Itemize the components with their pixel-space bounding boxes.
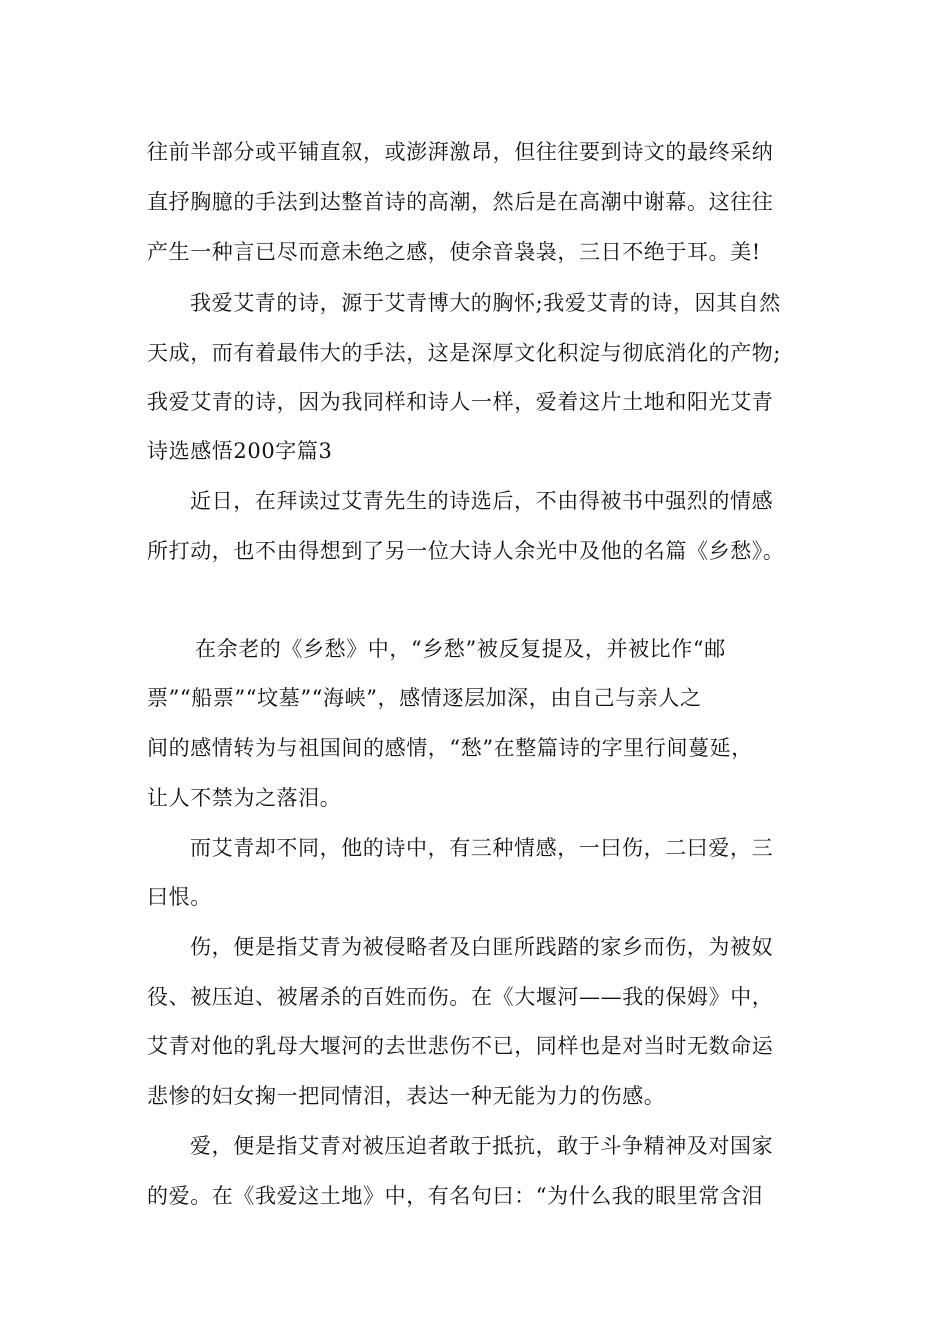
text-line: 让人不禁为之落泪。	[147, 786, 342, 810]
text-line: 我爱艾青的诗，源于艾青博大的胸怀;我爱艾青的诗，因其自然	[190, 291, 781, 315]
text-line: 爱，便是指艾青对被压迫者敢于抵抗，敢于斗争精神及对国家	[190, 1134, 774, 1158]
text-line: 产生一种言已尽而意未绝之感，使余音袅袅，三日不绝于耳。美!	[147, 240, 761, 264]
text-line: 近日，在拜读过艾青先生的诗选后，不由得被书中强烈的情感	[190, 489, 774, 513]
text-line: 艾青对他的乳母大堰河的去世悲伤不已，同样也是对当时无数命运	[147, 1034, 774, 1058]
text-line: 曰恨。	[147, 885, 212, 909]
text-line: 票”“船票”“坟墓”“海峡”，感情逐层加深，由自己与亲人之	[147, 686, 702, 710]
text-line: 伤，便是指艾青为被侵略者及白匪所践踏的家乡而伤，为被奴	[190, 935, 774, 959]
text-line: 天成，而有着最伟大的手法，这是深厚文化积淀与彻底消化的产物;	[147, 341, 782, 365]
text-line: 悲惨的妇女掬一把同情泪，表达一种无能为力的伤感。	[147, 1084, 666, 1108]
text-line: 我爱艾青的诗，因为我同样和诗人一样，爱着这片土地和阳光艾青	[147, 390, 774, 414]
text-line: 往前半部分或平铺直叙，或澎湃激昂，但往往要到诗文的最终采纳	[147, 140, 774, 164]
text-line: 在余老的《乡愁》中，“乡愁”被反复提及，并被比作“邮	[195, 637, 726, 661]
text-line: 间的感情转为与祖国间的感情，“愁”在整篇诗的字里行间蔓延，	[147, 736, 753, 760]
text-line: 而艾青却不同，他的诗中，有三种情感，一曰伤，二曰爱，三	[190, 836, 774, 860]
text-line: 的爱。在《我爱这土地》中，有名句曰：“为什么我的眼里常含泪	[147, 1184, 764, 1208]
text-line: 所打动，也不由得想到了另一位大诗人余光中及他的名篇《乡愁》。	[147, 539, 785, 563]
text-line: 役、被压迫、被屠杀的百姓而伤。在《大堰河——我的保姆》中，	[147, 985, 774, 1009]
section-heading: 诗选感悟200字篇3	[147, 439, 333, 463]
text-line: 直抒胸臆的手法到达整首诗的高潮，然后是在高潮中谢幕。这往往	[147, 190, 774, 214]
